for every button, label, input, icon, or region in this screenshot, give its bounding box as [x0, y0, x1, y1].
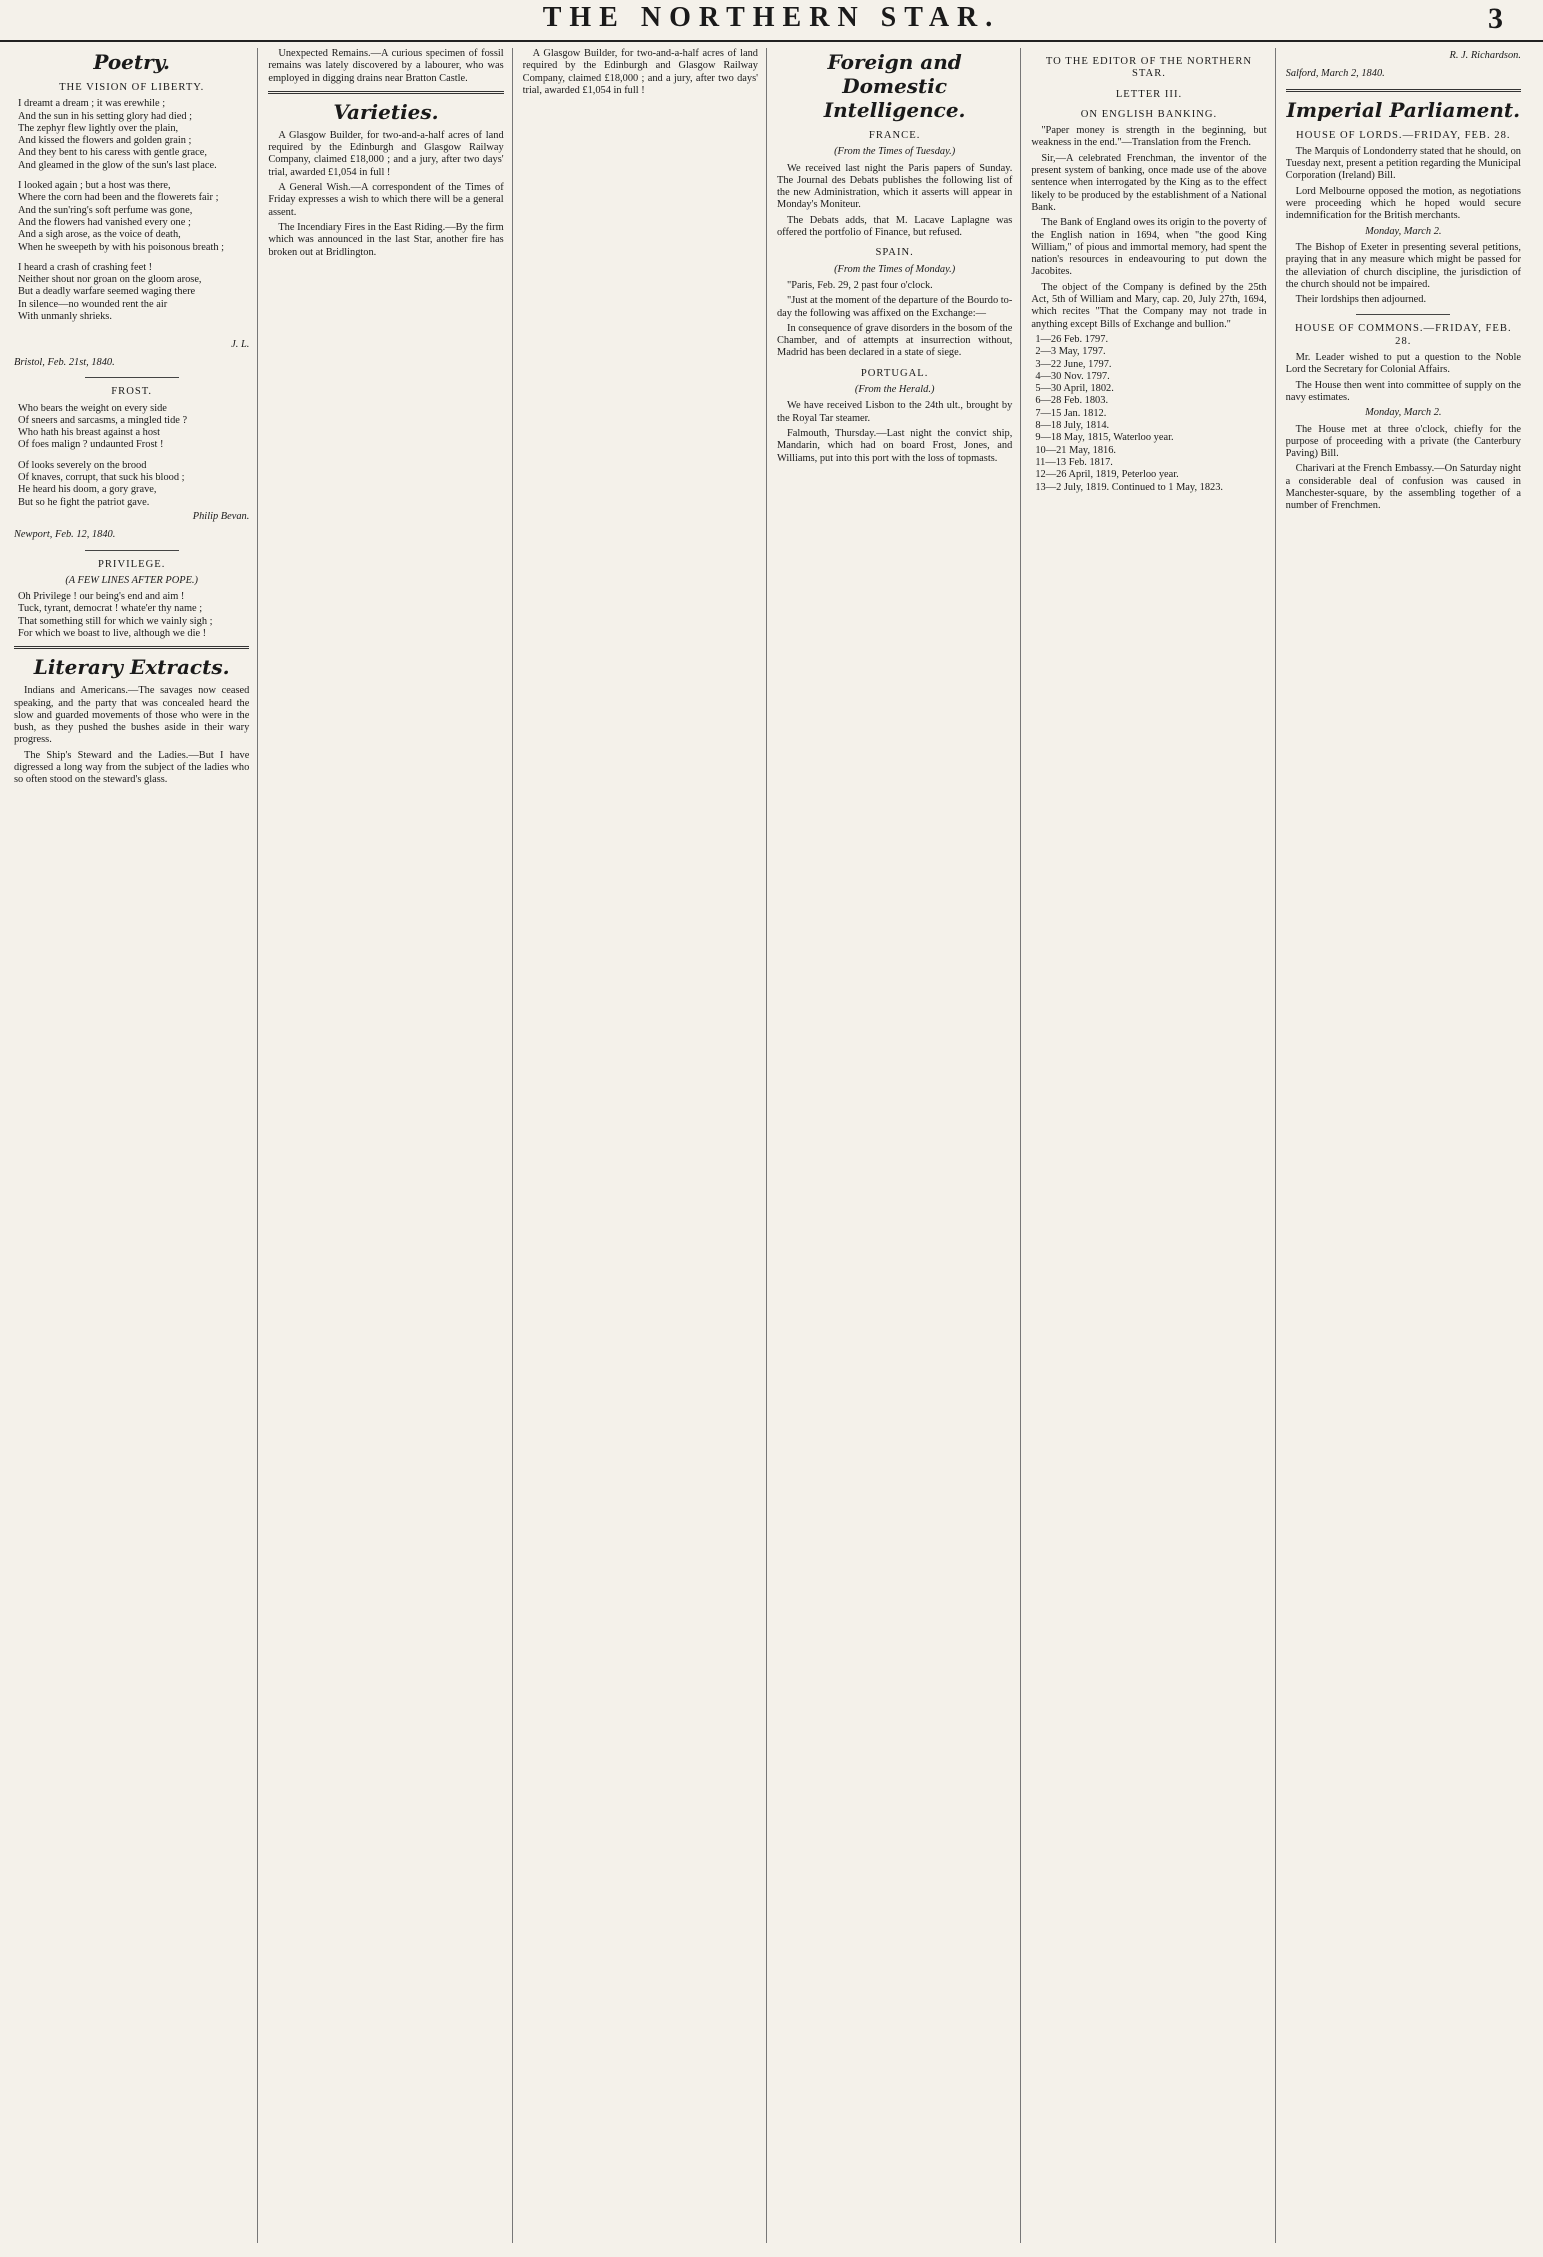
article-paragraph: The Marquis of Londonderry stated that he should, on Tuesday next, present a petition regarding the Municipal Corporation (Ireland) Bill. [1285, 145, 1521, 182]
date-item: 8—18 July, 1814. [1035, 420, 1110, 432]
date-item: 10—21 May, 1816. [1035, 444, 1117, 456]
divider [1356, 314, 1450, 315]
source-line: (From the Times of Tuesday.) [834, 146, 956, 158]
verse-line: I heard a crash of crashing feet ! [18, 261, 153, 273]
verse-line: Neither shout nor groan on the gloom arose, [18, 274, 202, 286]
column-4 [777, 48, 1021, 2243]
article-paragraph: A General Wish.—A correspondent of the Times of Friday expresses a wish to which there will be a general assent. [268, 182, 504, 218]
letter-title: LETTER III. [1115, 88, 1183, 100]
columns [14, 48, 1529, 2243]
verse-line: Of foes malign ? undaunted Frost ! [18, 439, 164, 451]
date-item: 6—28 Feb. 1803. [1035, 395, 1109, 407]
article-paragraph: A Glasgow Builder, for two-and-a-half acres of land required by the Edinburgh and Glasgow Railway Company, claimed £18,000 ; and a jury, after two days' trial, awarded £1,054 in full ! [522, 48, 758, 96]
poem-stanza [14, 98, 249, 323]
date-item: 12—26 April, 1819, Peterloo year. [1035, 469, 1179, 481]
article-paragraph: In consequence of grave disorders in the bosom of the Chamber, and of attempts at insurrection without, Madrid has been declared in a state of siege. [776, 322, 1013, 359]
article-paragraph: The Ship's Steward and the Ladies.—But I have digressed a long way from the subject of the ladies who so often stood on the steward's glass. [14, 749, 250, 786]
house-title: HOUSE OF LORDS.—FRIDAY, FEB. 28. [1296, 129, 1511, 141]
article-paragraph: Mr. Leader wished to put a question to the Noble Lord the Secretary for Colonial Affairs. [1285, 352, 1521, 376]
article-paragraph: "Paris, Feb. 29, 2 past four o'clock. [786, 279, 933, 291]
verse-line: Who bears the weight on every side [18, 402, 167, 414]
date-item: 1—26 Feb. 1797. [1035, 333, 1109, 345]
article-paragraph: The object of the Company is defined by the 25th Act, 5th of William and Mary, cap. 20, July 27th, 1694, which recites "That the Company may not trade in anything except Bills of Exchange and bullion." [1031, 281, 1267, 330]
poem-signature: Philip Bevan. [192, 510, 250, 522]
article-paragraph: Sir,—A celebrated Frenchman, the inventor of the present system of banking, once made use of the above sentence when interrogated by the King as to the effect likely to be produced by the establishment of a National Bank. [1031, 152, 1267, 213]
article-paragraph: We received last night the Paris papers of Sunday. The Journal des Debats publishes the following list of the new Administration, which it asserts will appear in Monday's Moniteur. [776, 162, 1013, 211]
column-3 [523, 48, 767, 2243]
verse-line: And the flowers had vanished every one ; [18, 216, 191, 228]
verse-line: And a sigh arose, as the voice of death, [18, 229, 181, 241]
verse-line: In silence—no wounded rent the air [18, 298, 168, 310]
article-paragraph: Falmouth, Thursday.—Last night the convict ship, Mandarin, which had on board Frost, Jones, and Williams, put into this port with the loss of topmasts. [776, 427, 1013, 464]
verse-line: But a deadly warfare seemed waging there [18, 286, 196, 298]
verse-line: Who hath his breast against a host [18, 427, 160, 439]
article-paragraph: "Just at the moment of the departure of the Bourdo to-day the following was affixed on the Exchange:— [776, 295, 1013, 319]
poem-epigraph: (A FEW LINES AFTER POPE.) [65, 574, 198, 586]
article-paragraph: Their lordships then adjourned. [1295, 294, 1427, 306]
foreign-heading: Foreign and Domestic Intelligence. [823, 50, 966, 122]
verse-line: And the sun'ring's soft perfume was gone, [18, 204, 193, 216]
date-item: 2—3 May, 1797. [1035, 346, 1106, 358]
verse-line: Of looks severely on the brood [18, 459, 147, 471]
poem-continuation [14, 323, 249, 335]
article-paragraph: The Incendiary Fires in the East Riding.—By the firm which was announced in the last Star, another fire has broken out at Bridlington. [268, 221, 504, 258]
column-6 [1286, 48, 1529, 2243]
article-paragraph: Unexpected Remains.—A curious specimen of fossil remains was lately discovered by a labourer, who was employed in digging drains near Bratton Castle. [268, 48, 504, 84]
article-paragraph: Indians and Americans.—The savages now ceased speaking, and the party that was concealed heard the slow and guarded movements of those who were in the bush, as they pushed the bushes aside in their wary progress. [14, 685, 250, 746]
verse-line: Tuck, tyrant, democrat ! whate'er thy name ; [18, 603, 203, 615]
section-divider [14, 646, 249, 649]
country-title: PORTUGAL. [860, 367, 929, 379]
verse-line: And gleamed in the glow of the sun's last place. [18, 159, 217, 171]
literary-heading: Literary Extracts. [33, 655, 230, 680]
verse-line: That something still for which we vainly sigh ; [18, 615, 213, 627]
column-1 [14, 48, 258, 2243]
date-item: 5—30 April, 1802. [1035, 383, 1114, 395]
verse-line: For which we boast to live, although we die ! [18, 627, 207, 639]
date-item: 7—15 Jan. 1812. [1035, 407, 1107, 419]
source-line: (From the Times of Monday.) [834, 263, 956, 275]
house-title: HOUSE OF COMMONS.—FRIDAY, FEB. 28. [1294, 323, 1512, 347]
masthead [0, 0, 1543, 42]
poem-stanza [14, 403, 249, 509]
verse-line: The zephyr flew lightly over the plain, [18, 122, 179, 134]
verse-line: Of knaves, corrupt, that suck his blood ; [18, 472, 185, 484]
source-line: (From the Herald.) [854, 384, 935, 396]
article-paragraph: The Bishop of Exeter in presenting several petitions, praying that in any measure which might be passed for the alleviation of church discipline, the jurisdiction of the church should not be impaired. [1285, 241, 1521, 290]
divider [85, 550, 179, 551]
poem-title: THE VISION OF LIBERTY. [59, 82, 205, 93]
date-item: 11—13 Feb. 1817. [1035, 456, 1113, 468]
article-paragraph: A Glasgow Builder, for two-and-a-half acres of land required by the Edinburgh and Glasgow Railway Company, claimed £18,000 ; and a jury, after two days' trial, awarded £1,054 in full ! [268, 129, 504, 178]
verse-line: Of sneers and sarcasms, a mingled tide ? [18, 414, 188, 426]
article-paragraph: The Debats adds, that M. Lacave Laplagne was offered the portfolio of Finance, but refused. [776, 214, 1013, 239]
poem-dateline: Newport, Feb. 12, 1840. [14, 529, 116, 541]
verse-line: And kissed the flowers and golden grain ; [18, 135, 192, 147]
sitting-date: Monday, March 2. [1365, 225, 1442, 237]
varieties-heading: Varieties. [333, 99, 439, 124]
verse-line: Oh Privilege ! our being's end and aim ! [18, 591, 185, 603]
date-list [1031, 334, 1266, 494]
verse-line: And they bent to his caress with gentle grace, [18, 147, 207, 159]
letter-epigraph: "Paper money is strength in the beginning, but weakness in the end."—Translation from the French. [1031, 125, 1267, 149]
article-paragraph: The House then went into committee of supply on the navy estimates. [1285, 379, 1521, 403]
article-paragraph: We have received Lisbon to the 24th ult., brought by the Royal Tar steamer. [776, 400, 1013, 424]
column-2 [268, 48, 512, 2243]
poem-title: FROST. [111, 386, 153, 398]
poem-stanza [14, 591, 249, 640]
date-item: 3—22 June, 1797. [1035, 358, 1112, 370]
masthead-title: THE NORTHERN STAR. [542, 2, 1001, 33]
verse-line: With unmanly shrieks. [18, 311, 112, 323]
verse-line: When he sweepeth by with his poisonous breath ; [18, 241, 225, 253]
article-paragraph: Lord Melbourne opposed the motion, as negotiations were proceeding which he hoped would secure indemnification for the British merchants. [1285, 185, 1521, 222]
article-paragraph: The Bank of England owes its origin to the poverty of the English nation in 1694, when "the good King William," of pious and immortal memory, had spent the nation's resources in endeavouring to put down the Jacobites. [1031, 217, 1267, 278]
country-title: FRANCE. [868, 130, 921, 141]
section-divider [1286, 89, 1521, 92]
sitting-date: Monday, March 2. [1365, 407, 1442, 419]
date-item: 4—30 Nov. 1797. [1035, 370, 1110, 382]
poem-signature: J. L. [231, 338, 250, 350]
divider [85, 377, 179, 378]
parliament-heading: Imperial Parliament. [1286, 97, 1521, 122]
date-item: 9—18 May, 1815, Waterloo year. [1035, 432, 1174, 444]
page-number: 3 [1488, 2, 1503, 35]
verse-line: Where the corn had been and the flowerets fair ; [18, 192, 219, 204]
verse-line: And the sun in his setting glory had died ; [18, 110, 193, 122]
section-divider [268, 91, 503, 94]
date-item: 13—2 July, 1819. Continued to 1 May, 1823. [1035, 481, 1224, 493]
country-title: SPAIN. [875, 247, 914, 259]
letter-dateline: Salford, March 2, 1840. [1285, 68, 1385, 80]
letter-signature: R. J. Richardson. [1449, 50, 1521, 61]
article-paragraph: The House met at three o'clock, chiefly for the purpose of proceeding with a private (the Canterbury Paving) Bill. [1285, 423, 1521, 460]
verse-line: I dreamt a dream ; it was erewhile ; [18, 98, 166, 110]
letter-subtitle: ON ENGLISH BANKING. [1080, 108, 1218, 120]
poem-title: PRIVILEGE. [97, 558, 166, 570]
poem-dateline: Bristol, Feb. 21st, 1840. [14, 356, 115, 368]
verse-line: But so he fight the patriot gave. [18, 496, 150, 508]
poetry-heading: Poetry. [93, 50, 170, 74]
column-5 [1031, 48, 1275, 2243]
verse-line: He heard his doom, a gory grave, [18, 484, 157, 496]
letter-address: TO THE EDITOR OF THE NORTHERN STAR. [1045, 56, 1253, 80]
article-paragraph: Charivari at the French Embassy.—On Saturday night a considerable deal of confusion was caused in Manchester-square, by the assembling together of a number of Frenchmen. [1285, 463, 1521, 512]
verse-line: I looked again ; but a host was there, [18, 180, 171, 192]
